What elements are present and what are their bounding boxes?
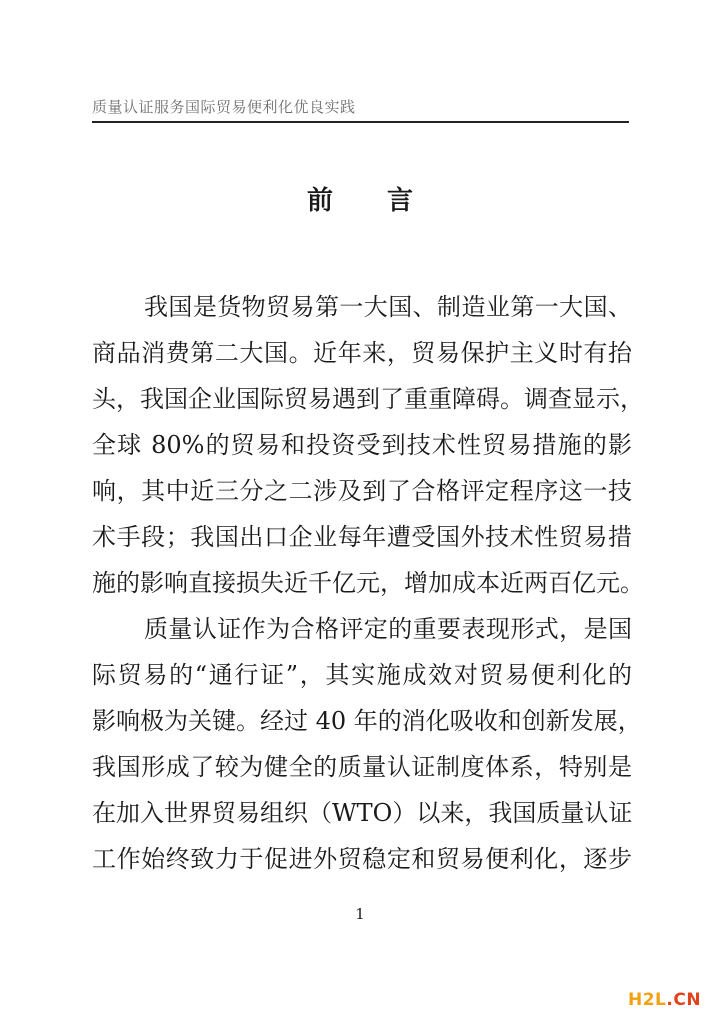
paragraph-1-line: 商品消费第二大国。近年来，贸易保护主义时有抬	[92, 339, 632, 367]
paragraph-2-line: 际贸易的“通行证”，其实施成效对贸易便利化的	[92, 661, 632, 689]
page-number: 1	[355, 905, 365, 923]
watermark-part-2: .CN	[666, 990, 702, 1010]
paragraph-1-line: 我国是货物贸易第一大国、制造业第一大国、	[144, 293, 632, 321]
title-char-2: 言	[387, 186, 414, 216]
paragraph-1-line: 术手段；我国出口企业每年遭受国外技术性贸易措	[92, 523, 632, 551]
watermark-part-1: H2L	[628, 990, 667, 1010]
paragraph-1-line: 头，我国企业国际贸易遇到了重重障碍。调查显示，	[92, 385, 644, 413]
paragraph-1-line: 响，其中近三分之二涉及到了合格评定程序这一技	[92, 477, 632, 505]
site-watermark	[628, 990, 701, 1010]
paragraph-2-line: 在加入世界贸易组织（WTO）以来，我国质量认证	[92, 799, 633, 827]
paragraph-1-line: 全球 80%的贸易和投资受到技术性贸易措施的影	[92, 431, 632, 459]
page-title	[0, 180, 720, 217]
paragraph-2-line: 工作始终致力于促进外贸稳定和贸易便利化，逐步	[92, 845, 632, 873]
header-rule	[92, 121, 629, 123]
paragraph-2-line: 质量认证作为合格评定的重要表现形式，是国	[144, 615, 632, 643]
paragraph-2-line: 影响极为关键。经过 40 年的消化吸收和创新发展，	[92, 707, 642, 735]
running-header: 质量认证服务国际贸易便利化优良实践	[92, 98, 356, 116]
title-char-1: 前	[306, 186, 333, 216]
paragraph-1-line: 施的影响直接损失近千亿元，增加成本近两百亿元。	[92, 569, 644, 597]
paragraph-2-line: 我国形成了较为健全的质量认证制度体系，特别是	[92, 753, 632, 781]
body-text	[92, 284, 644, 882]
